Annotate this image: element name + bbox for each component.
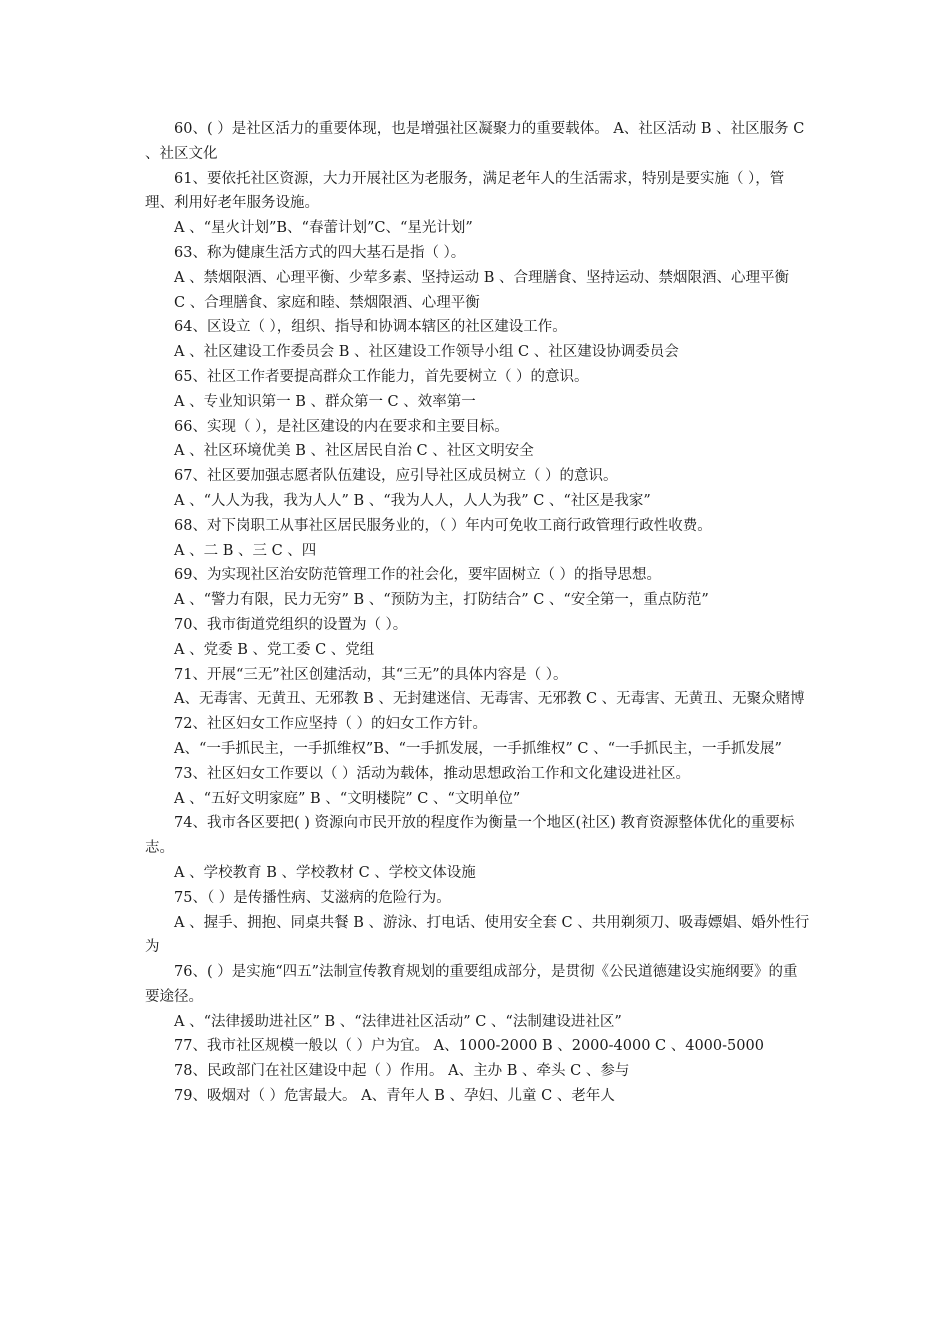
options-63-ab: A 、禁烟限酒、心理平衡、少荤多素、坚持运动 B 、合理膳食、坚持运动、禁烟限酒、心理平衡 [174,269,789,286]
options-70: A 、党委 B 、党工委 C 、党组 [174,641,375,658]
question-76: 76、( ）是实施“四五”法制宣传教育规划的重要组成部分，是贯彻《公民道德建设实施纲要》的重要途径。 [145,964,798,1005]
question-68: 68、对下岗职工从事社区居民服务业的，（ ）年内可免收工商行政管理行政性收费。 [174,517,712,534]
options-75: A 、握手、拥抱、同桌共餐 B 、游泳、打电话、使用安全套 C 、共用剃须刀、吸毒嫖娼、婚外性行为 [145,914,810,956]
question-75: 75、（ ）是传播性病、艾滋病的危险行为。 [174,889,451,906]
options-68: A 、二 B 、三 C 、四 [174,542,317,559]
question-64: 64、区设立（ ），组织、指导和协调本辖区的社区建设工作。 [174,319,567,336]
question-79: 79、吸烟对（ ）危害最大。 A、青年人 B 、孕妇、儿童 C 、老年人 [174,1088,615,1105]
question-70: 70、我市街道党组织的设置为（ ）。 [174,616,408,633]
question-73: 73、社区妇女工作要以（ ）活动为载体，推动思想政治工作和文化建设进社区。 [174,765,691,782]
options-69: A 、“警力有限，民力无穷” B 、“预防为主，打防结合” C 、“安全第一，重点防范” [174,592,709,609]
question-63: 63、称为健康生活方式的四大基石是指（ ）。 [174,244,466,261]
question-69: 69、为实现社区治安防范管理工作的社会化，要牢固树立（ ）的指导思想。 [174,567,662,584]
options-72: A、“一手抓民主，一手抓维权”B、“一手抓发展，一手抓维权” C 、“一手抓民主，一手抓发展” [174,740,782,757]
document-page [145,117,810,1109]
options-74: A 、学校教育 B 、学校教材 C 、学校文体设施 [174,864,476,881]
options-63-c: C 、合理膳食、家庭和睦、禁烟限酒、心理平衡 [174,294,480,311]
question-74: 74、我市各区要把( ) 资源向市民开放的程度作为衡量一个地区(社区) 教育资源整体优化的重要标志。 [145,815,795,857]
question-65: 65、社区工作者要提高群众工作能力，首先要树立（ ）的意识。 [174,368,589,385]
question-78: 78、民政部门在社区建设中起（ ）作用。 A、主办 B 、牵头 C 、参与 [174,1063,630,1080]
options-76: A 、“法律援助进社区” B 、“法律进社区活动” C 、“法制建设进社区” [174,1013,622,1030]
question-71: 71、开展“三无”社区创建活动，其“三无”的具体内容是（ ）。 [174,666,568,683]
question-60: 60、( ）是社区活力的重要体现，也是增强社区凝聚力的重要载体。 A、社区活动 B 、社区服务 C 、社区文化 [145,121,809,162]
question-61: 61、要依托社区资源，大力开展社区为老服务，满足老年人的生活需求，特别是要实施（ ），管理、利用好老年服务设施。 [145,170,785,212]
options-71: A、无毒害、无黄丑、无邪教 B 、无封建迷信、无毒害、无邪教 C 、无毒害、无黄丑、无聚众赌博 [174,691,805,708]
options-65: A 、专业知识第一 B 、群众第一 C 、效率第一 [174,393,476,410]
options-73: A 、“五好文明家庭” B 、“文明楼院” C 、“文明单位” [174,790,521,807]
question-67: 67、社区要加强志愿者队伍建设，应引导社区成员树立（ ）的意识。 [174,468,618,485]
options-64: A 、社区建设工作委员会 B 、社区建设工作领导小组 C 、社区建设协调委员会 [174,344,679,361]
question-66: 66、实现（ ），是社区建设的内在要求和主要目标。 [174,418,509,435]
options-66: A 、社区环境优美 B 、社区居民自治 C 、社区文明安全 [174,443,534,460]
options-67: A 、“人人为我，我为人人” B 、“我为人人，人人为我” C 、“社区是我家” [174,492,651,509]
question-72: 72、社区妇女工作应坚持（ ）的妇女工作方针。 [174,716,488,733]
options-61: A 、“星火计划”B、“春蕾计划”C、“星光计划” [174,220,473,237]
question-77: 77、我市社区规模一般以（ ）户为宜。 A、1000-2000 B 、2000-4000 C 、4000-5000 [174,1038,764,1055]
